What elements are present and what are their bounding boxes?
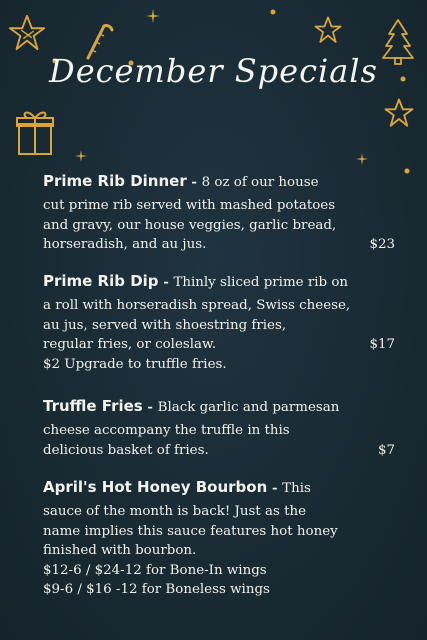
sparkle-icon — [356, 153, 368, 165]
star-icon — [384, 98, 414, 128]
sparkle-icon — [146, 9, 160, 23]
item-upgrade-note: $2 Upgrade to truffle fries. — [43, 356, 227, 372]
item-description-line: a roll with horseradish spread, Swiss cheese, — [43, 298, 351, 314]
item-description-line: regular fries, or coleslaw. — [43, 337, 217, 353]
item-name: Truffle Fries — [43, 397, 143, 415]
item-price-line: $9-6 / $16 -12 for Boneless wings — [43, 582, 270, 598]
star-icon — [8, 14, 46, 52]
item-price: $17 — [369, 337, 395, 353]
item-description-line: and gravy, our house veggies, garlic bread, — [43, 217, 337, 233]
item-description-line: Black garlic and parmesan — [157, 400, 340, 415]
menu-item-hot-honey-bourbon: April's Hot Honey Bourbon - This sauce of the month is back! Just as the name implies this sauce features hot honey finished with bourbon. $12-6 / $24-12 for Bone-In wings $9-6 / $16 -12 for Boneless wings — [43, 478, 395, 599]
menu-item-prime-rib-dinner: Prime Rib Dinner - 8 oz of our house cut prime rib served with mashed potatoes and gravy, our house veggies, garlic bread, horseradish, and au jus. $23 — [43, 172, 395, 255]
item-price-line: $12-6 / $24-12 for Bone-In wings — [43, 562, 267, 578]
item-price: $23 — [369, 237, 395, 253]
dot-icon — [404, 168, 410, 174]
item-description-line: cut prime rib served with mashed potatoes — [43, 198, 336, 214]
item-name: Prime Rib Dip — [43, 272, 159, 290]
page-title: December Specials — [49, 52, 378, 90]
dot-icon — [270, 9, 276, 15]
item-description-line: au jus, served with shoestring fries, — [43, 317, 287, 333]
menu-item-truffle-fries: Truffle Fries - Black garlic and parmesan cheese accompany the truffle in this delicious basket of fries. $7 — [43, 397, 395, 460]
item-name: Prime Rib Dinner — [43, 172, 187, 190]
item-price: $7 — [377, 442, 395, 458]
star-icon — [314, 16, 342, 44]
item-description-line: name implies this sauce features hot honey — [43, 523, 338, 539]
item-description-line: cheese accompany the truffle in this — [43, 423, 290, 439]
item-description-line: horseradish, and au jus. — [43, 237, 207, 253]
item-description-line: Thinly sliced prime rib on — [173, 275, 349, 290]
menu-item-prime-rib-dip: Prime Rib Dip - Thinly sliced prime rib on a roll with horseradish spread, Swiss cheese, au jus, served with shoestring fries, regular fries, or coleslaw. $17 $2 Upgrade to truffle fries. — [43, 272, 395, 374]
sparkle-icon — [75, 150, 87, 162]
gift-icon — [15, 106, 55, 156]
item-description-line: delicious basket of fries. — [43, 442, 209, 458]
item-description-line: 8 oz of our house — [201, 175, 319, 190]
item-description-line: finished with bourbon. — [43, 543, 197, 559]
item-description-line: sauce of the month is back! Just as the — [43, 504, 307, 520]
item-description-line: This — [282, 481, 311, 496]
item-name: April's Hot Honey Bourbon — [43, 478, 268, 496]
